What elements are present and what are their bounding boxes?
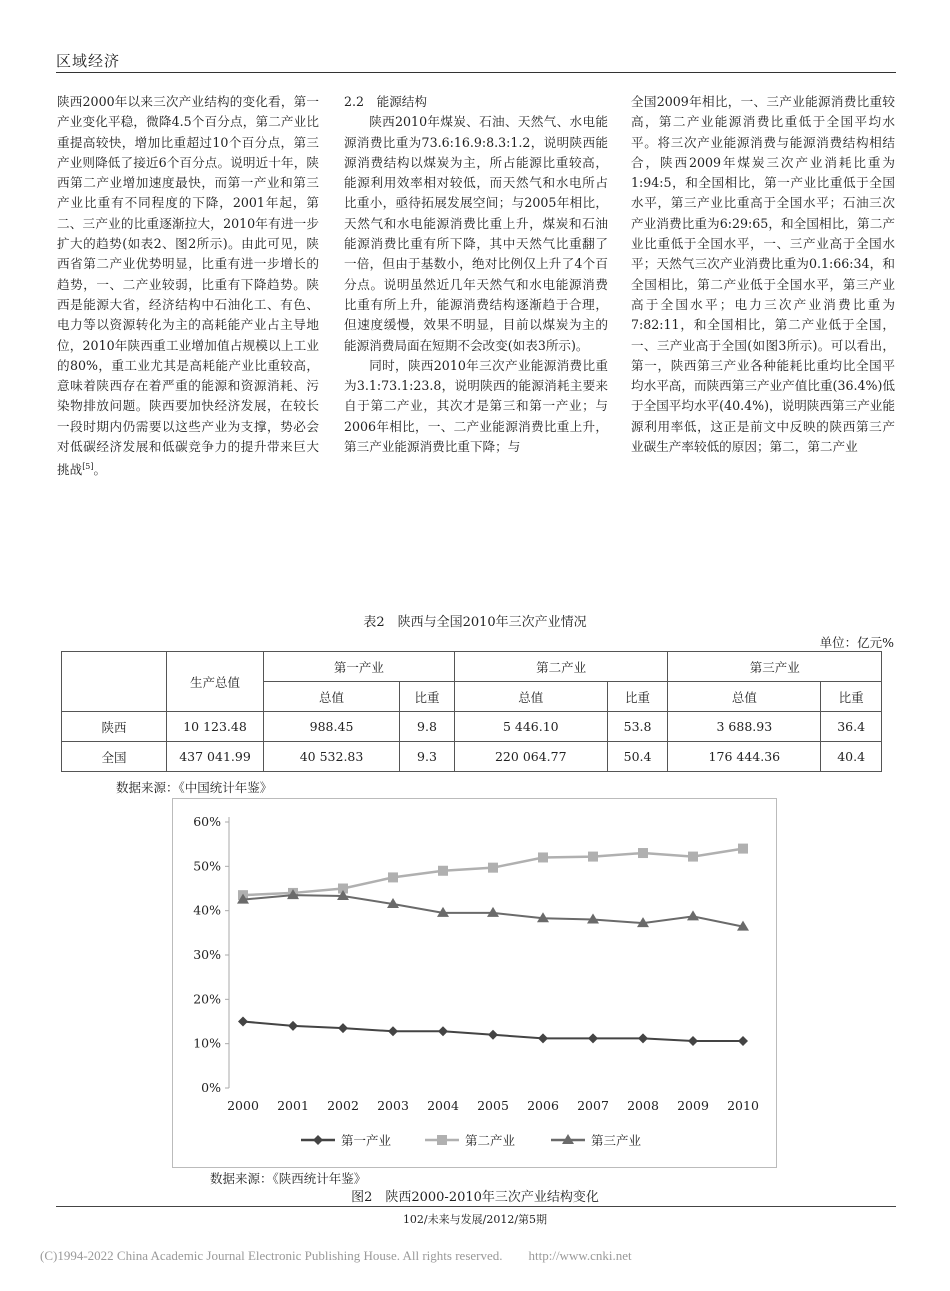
y-tick-label: 50% <box>193 858 221 874</box>
header-ratio: 比重 <box>400 682 455 712</box>
x-tick-label: 2004 <box>427 1098 459 1113</box>
header-total: 总值 <box>668 682 821 712</box>
col1-text: 陕西2000年以来三次产业结构的变化看，第一产业变化平稳，微降4.5个百分点，第二产业比重提高较快，增加比重超过10个百分点，第三产业则降低了接近6个百分点。说明近十年，陕西第二产业增加速度最快，而第一产业和第三产业比重有不同程度的下降，2001年起，第二、三产业的比重逐渐拉大，2010年有进一步扩大的趋势(如表2、图2所示)。由此可见，陕西省第二产业优势明显，比重有进一步增长的趋势，一、二产业较弱，比重有下降趋势。陕西是能源大省，经济结构中石油化工、有色、电力等以资源转化为主的高耗能产业占主导地位，2010年陕西重工业增加值占规模以上工业的80%，重工业尤其是高耗能产业比重较高，意味着陕西存在着严重的能源和资源消耗、污染物排放问题。陕西要加快经济发展，在较长一段时期内仍需要以这些产业为支撑，势必会对低碳经济发展和低碳竞争力的提升带来巨大挑战 <box>57 94 319 478</box>
y-tick-label: 40% <box>193 902 221 918</box>
data-point-3 <box>487 907 499 917</box>
cell-gdp: 437 041.99 <box>167 742 264 772</box>
data-point-2 <box>438 866 448 876</box>
cell-v2: 5 446.10 <box>454 712 607 742</box>
data-point-2 <box>388 872 398 882</box>
x-tick-label: 2008 <box>627 1098 659 1113</box>
line-chart <box>173 799 776 1167</box>
data-point-1 <box>438 1026 448 1036</box>
x-tick-label: 2002 <box>327 1098 359 1113</box>
data-point-1 <box>588 1033 598 1043</box>
y-tick-label: 0% <box>201 1080 221 1095</box>
data-point-2 <box>488 863 498 873</box>
text-column-1 <box>57 92 319 481</box>
data-point-1 <box>388 1026 398 1036</box>
y-tick-label: 60% <box>193 814 221 829</box>
section-heading: 2.2 能源结构 <box>344 94 427 109</box>
x-tick-label: 2007 <box>577 1098 609 1113</box>
table-unit: 单位：亿元% <box>819 635 894 650</box>
data-point-2 <box>638 848 648 858</box>
copyright-notice: (C)1994-2022 China Academic Journal Electronic Publishing House. All rights reserved. http://www.cnki.net <box>40 1248 632 1263</box>
cell-v1: 988.45 <box>264 712 400 742</box>
y-tick-label: 20% <box>193 991 221 1007</box>
data-point-1 <box>238 1017 248 1027</box>
cell-region: 全国 <box>62 742 167 772</box>
cell-r3: 36.4 <box>821 712 882 742</box>
data-point-1 <box>738 1036 748 1046</box>
x-tick-label: 2006 <box>527 1098 559 1113</box>
x-tick-label: 2001 <box>277 1098 309 1113</box>
data-point-1 <box>538 1033 548 1043</box>
legend-marker-2 <box>437 1135 447 1145</box>
cell-v2: 220 064.77 <box>454 742 607 772</box>
data-point-2 <box>538 852 548 862</box>
data-point-1 <box>288 1021 298 1031</box>
data-point-1 <box>338 1023 348 1033</box>
cell-v3: 3 688.93 <box>668 712 821 742</box>
x-tick-label: 2000 <box>227 1098 259 1113</box>
header-rule <box>56 72 896 73</box>
data-point-1 <box>688 1036 698 1046</box>
page-number: 102/未来与发展/2012/第5期 <box>402 1213 548 1226</box>
header-total: 总值 <box>454 682 607 712</box>
cell-v3: 176 444.36 <box>668 742 821 772</box>
header-ind1: 第一产业 <box>264 652 455 682</box>
chart-source: 数据来源：《陕西统计年鉴》 <box>210 1171 367 1186</box>
legend-label-1: 第一产业 <box>341 1133 392 1148</box>
x-tick-label: 2005 <box>477 1098 509 1113</box>
table-corner <box>62 652 167 712</box>
x-tick-label: 2010 <box>727 1098 759 1113</box>
table-row <box>62 712 882 742</box>
legend-label-3: 第三产业 <box>591 1133 642 1148</box>
header-total: 总值 <box>264 682 400 712</box>
data-point-2 <box>688 852 698 862</box>
header-ind2: 第二产业 <box>454 652 668 682</box>
cell-v1: 40 532.83 <box>264 742 400 772</box>
col3-text: 全国2009年相比，一、三产业能源消费比重较高，第二产业能源消费比重低于全国平均水平。将三次产业能源消费与能源消费结构相结合，陕西2009年煤炭三次产业消耗比重为1:94:5，和全国相比，第一产业比重低于全国水平，第三产业比重高于全国水平；石油三次产业消费比重为6:29:65，和全国相比，第二产业比重低于全国水平，一、三产业高于全国水平；天然气三次产业消费比重为0.1:66:34，和全国相比，第二产业低于全国水平，第三产业高于全国水平；电力三次产业消费比重为7:82:11，和全国相比，第二产业低于全国，一、三产业高于全国(如图3所示)。可以看出，第一，陕西第三产业各种能耗比重均比全国平均水平高，而陕西第三产业产值比重(36.4%)低于全国平均水平(40.4%)，说明陕西第三产业能源利用率低，这正是前文中反映的陕西第三产业碳生产率较低的原因；第二，第二产业 <box>631 94 895 455</box>
data-point-2 <box>738 844 748 854</box>
table-caption: 表2 陕西与全国2010年三次产业情况 <box>363 615 587 630</box>
cell-r2: 53.8 <box>607 712 668 742</box>
figure-caption: 图2 陕西2000-2010年三次产业结构变化 <box>351 1190 599 1205</box>
header-ratio: 比重 <box>607 682 668 712</box>
line-chart-panel <box>172 798 777 1168</box>
data-point-3 <box>687 910 699 920</box>
running-header: 区域经济 <box>56 52 121 70</box>
data-point-1 <box>638 1033 648 1043</box>
cell-r1: 9.8 <box>400 712 455 742</box>
x-tick-label: 2003 <box>377 1098 409 1113</box>
legend-label-2: 第二产业 <box>465 1133 516 1148</box>
x-tick-label: 2009 <box>677 1098 709 1113</box>
col1-end: 。 <box>93 462 107 478</box>
table-source: 数据来源：《中国统计年鉴》 <box>116 780 273 795</box>
footer-rule <box>56 1206 896 1207</box>
cell-region: 陕西 <box>62 712 167 742</box>
citation-ref: [5] <box>82 462 94 472</box>
cell-gdp: 10 123.48 <box>167 712 264 742</box>
text-column-2 <box>344 92 608 457</box>
data-point-2 <box>588 852 598 862</box>
header-ratio: 比重 <box>821 682 882 712</box>
text-column-3 <box>631 92 895 457</box>
industry-table <box>61 651 882 772</box>
header-gdp: 生产总值 <box>167 652 264 712</box>
col2-paragraph-1: 陕西2010年煤炭、石油、天然气、水电能源消费比重为73.6:16.9:8.3:1.2，说明陕西能源消费结构以煤炭为主，所占能源比重较高，能源利用效率相对较低，而天然气和水电所占比重小，亟待拓展发展空间；与2005年相比，天然气和水电能源消费比重上升，煤炭和石油能源消费比重有所下降，其中天然气比重翻了一倍，但由于基数小，绝对比例仅上升了4个百分点。说明虽然近几年天然气和水电能源消费比重有所上升，能源消费结构逐渐趋于合理，但速度缓慢，效果不明显，目前以煤炭为主的能源消费局面在短期不会改变(如表3所示)。 <box>344 114 608 353</box>
y-tick-label: 10% <box>193 1035 221 1051</box>
col2-paragraph-2: 同时，陕西2010年三次产业能源消费比重为3.1:73.1:23.8，说明陕西的能源消耗主要来自于第二产业，其次才是第三和第一产业；与2006年相比，一、二产业能源消费比重上升，第三产业能源消费比重下降；与 <box>344 357 608 455</box>
cell-r1: 9.3 <box>400 742 455 772</box>
cell-r2: 50.4 <box>607 742 668 772</box>
header-ind3: 第三产业 <box>668 652 882 682</box>
legend-marker-1 <box>313 1135 323 1145</box>
cell-r3: 40.4 <box>821 742 882 772</box>
y-tick-label: 30% <box>193 947 221 962</box>
table-row <box>62 742 882 772</box>
data-point-1 <box>488 1030 498 1040</box>
